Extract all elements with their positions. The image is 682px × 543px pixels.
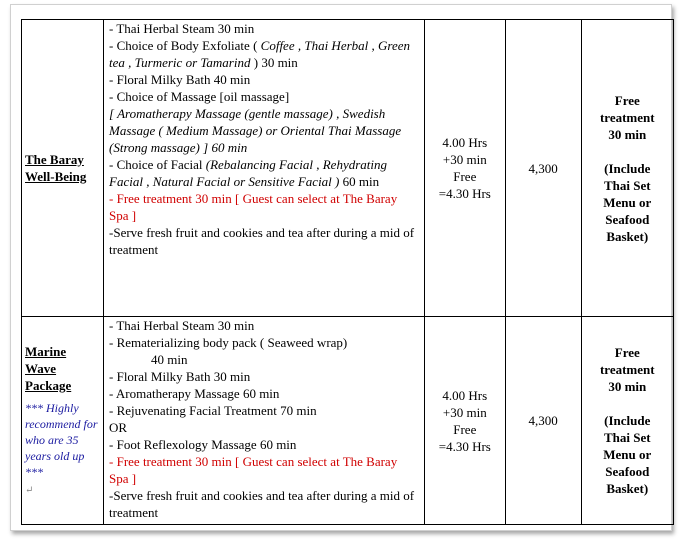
treatment-line: -Serve fresh fruit and cookies and tea after during a mid of treatment <box>109 225 415 257</box>
table-row <box>22 317 674 525</box>
spa-package-table <box>21 19 674 525</box>
document-page <box>10 4 672 531</box>
treatment-line: - Thai Herbal Steam 30 min <box>109 21 255 36</box>
note-line: Free <box>614 345 640 360</box>
note-line: Seafood <box>605 211 650 227</box>
treatment-line: - Rejuvenating Facial Treatment 70 min <box>109 403 317 418</box>
duration-cell <box>424 317 505 525</box>
treatment-line: - Choice of Massage [oil massage] <box>109 89 290 104</box>
treatment-line: - Rematerializing body pack ( Seaweed wrap) <box>109 335 348 350</box>
note-cell <box>581 20 673 317</box>
duration-line: +30 min <box>442 404 487 420</box>
package-name: The Baray Well-Being <box>25 152 87 184</box>
note-line: treatment <box>599 362 655 377</box>
duration-line: 4.00 Hrs <box>442 135 488 150</box>
treatment-line: - Floral Milky Bath 30 min <box>109 369 251 384</box>
treatment-line: 40 min <box>151 352 188 367</box>
note-cell <box>581 317 673 525</box>
note-line: Thai Set <box>603 177 651 193</box>
note-line <box>586 143 669 160</box>
treatment-line: - Free treatment 30 min [ Guest can select at The Baray Spa ] <box>109 191 398 223</box>
note-line <box>586 395 669 412</box>
treatment-line: - Aromatherapy Massage 60 min <box>109 386 280 401</box>
note-line: Thai Set <box>603 430 651 445</box>
note-line: (Include <box>604 413 651 428</box>
treatment-line: [ Aromatherapy Massage (gentle massage) , Swedish Massage ( Medium Massage) or Oriental Thai Massage (Strong massage) ] 60 min <box>109 106 402 155</box>
package-name-cell <box>22 20 104 317</box>
note-line: treatment <box>599 109 655 125</box>
price-cell <box>505 317 581 525</box>
treatment-line: - Free treatment 30 min [ Guest can select at The Baray Spa ] <box>109 454 398 486</box>
note-line: Menu or <box>603 194 652 210</box>
note-line: Free <box>614 92 640 108</box>
package-name: Marine Wave Package <box>25 343 72 393</box>
price-cell <box>505 20 581 317</box>
note-line: (Include <box>604 160 651 176</box>
duration-line: =4.30 Hrs <box>438 186 491 201</box>
note-line: Basket) <box>606 481 649 496</box>
treatment-line: OR <box>109 420 128 435</box>
treatment-line: - Floral Milky Bath 40 min <box>109 72 251 87</box>
paragraph-mark: ↵ <box>25 484 34 496</box>
recommend-note: *** Highly recommend for who are 35 years old up *** <box>25 400 98 479</box>
price-value: 4,300 <box>528 413 558 428</box>
note-line: 30 min <box>608 379 647 394</box>
note-line: Menu or <box>603 447 652 462</box>
treatment-line: - Choice of Body Exfoliate ( Coffee , Thai Herbal , Green tea , Turmeric or Tamarind ) 30 min <box>109 38 411 70</box>
duration-cell <box>424 20 505 317</box>
treatment-list-cell <box>104 20 425 317</box>
table-row <box>22 20 674 317</box>
note-line: Seafood <box>605 464 650 479</box>
note-line: 30 min <box>608 126 647 142</box>
package-name-cell <box>22 317 104 525</box>
treatment-line: - Choice of Facial (Rebalancing Facial , Rehydrating Facial , Natural Facial or Sensitive Facial ) 60 min <box>109 157 387 189</box>
treatment-line: -Serve fresh fruit and cookies and tea after during a mid of treatment <box>109 488 415 520</box>
treatment-line: - Foot Reflexology Massage 60 min <box>109 437 297 452</box>
treatment-list-cell <box>104 317 425 525</box>
duration-line: +30 min <box>442 152 487 167</box>
treatment-line: - Thai Herbal Steam 30 min <box>109 318 255 333</box>
duration-line: Free <box>453 421 477 437</box>
duration-line: =4.30 Hrs <box>438 438 491 454</box>
price-value: 4,300 <box>528 160 558 176</box>
duration-line: Free <box>453 169 477 184</box>
duration-line: 4.00 Hrs <box>442 387 488 403</box>
note-line: Basket) <box>606 228 649 244</box>
